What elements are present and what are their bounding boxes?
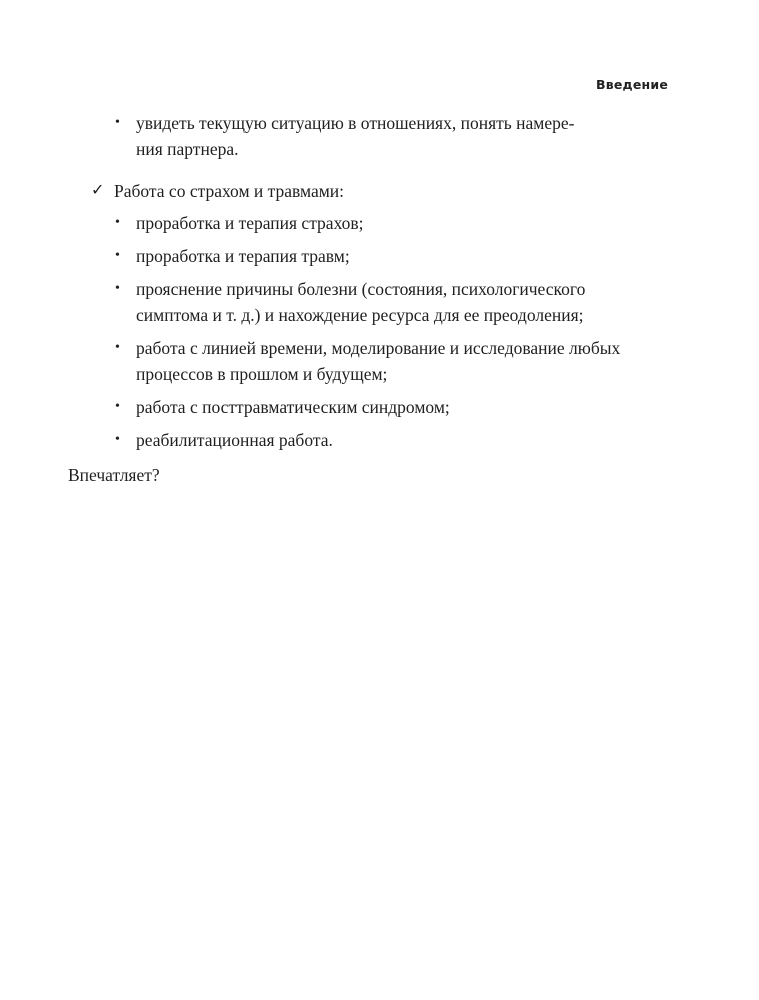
list-item bbox=[115, 335, 648, 387]
checkmark-icon: ✓ bbox=[91, 182, 105, 199]
checklist-heading-text: Работа со страхом и травмами: bbox=[114, 181, 345, 201]
bullet-icon: • bbox=[115, 340, 120, 355]
list-item bbox=[115, 210, 648, 236]
running-head: Введение bbox=[596, 77, 668, 92]
list-item-text: прояснение причины болезни (состояния, психологического симптома и т. д.) и нахождение ресурса для ее преодоления; bbox=[136, 279, 586, 325]
bullet-icon: • bbox=[115, 281, 120, 296]
list-item bbox=[115, 243, 648, 269]
bullet-icon: • bbox=[115, 115, 120, 130]
closing-question: Впечатляет? bbox=[68, 465, 160, 485]
list-item-text: проработка и терапия страхов; bbox=[136, 213, 364, 233]
list-item bbox=[115, 394, 648, 420]
list-item bbox=[115, 110, 648, 162]
bullet-icon: • bbox=[115, 248, 120, 263]
list-item-text: работа с линией времени, моделирование и исследование любых процессов в прошлом и будущем; bbox=[136, 338, 621, 384]
list-item-text: проработка и терапия травм; bbox=[136, 246, 350, 266]
page-content bbox=[0, 110, 759, 488]
list-item-text bbox=[136, 110, 648, 162]
bullet-icon: • bbox=[115, 215, 120, 230]
intro-bullet-text: увидеть текущую ситуацию в отношениях, понять намере- ния партнера. bbox=[136, 113, 575, 159]
list-item-text: работа с посттравматическим синдромом; bbox=[136, 397, 450, 417]
list-item bbox=[115, 427, 648, 453]
list-item-text: реабилитационная работа. bbox=[136, 430, 333, 450]
list-item bbox=[115, 276, 648, 328]
bullet-icon: • bbox=[115, 432, 120, 447]
bullet-icon: • bbox=[115, 399, 120, 414]
checklist-heading bbox=[91, 178, 759, 204]
